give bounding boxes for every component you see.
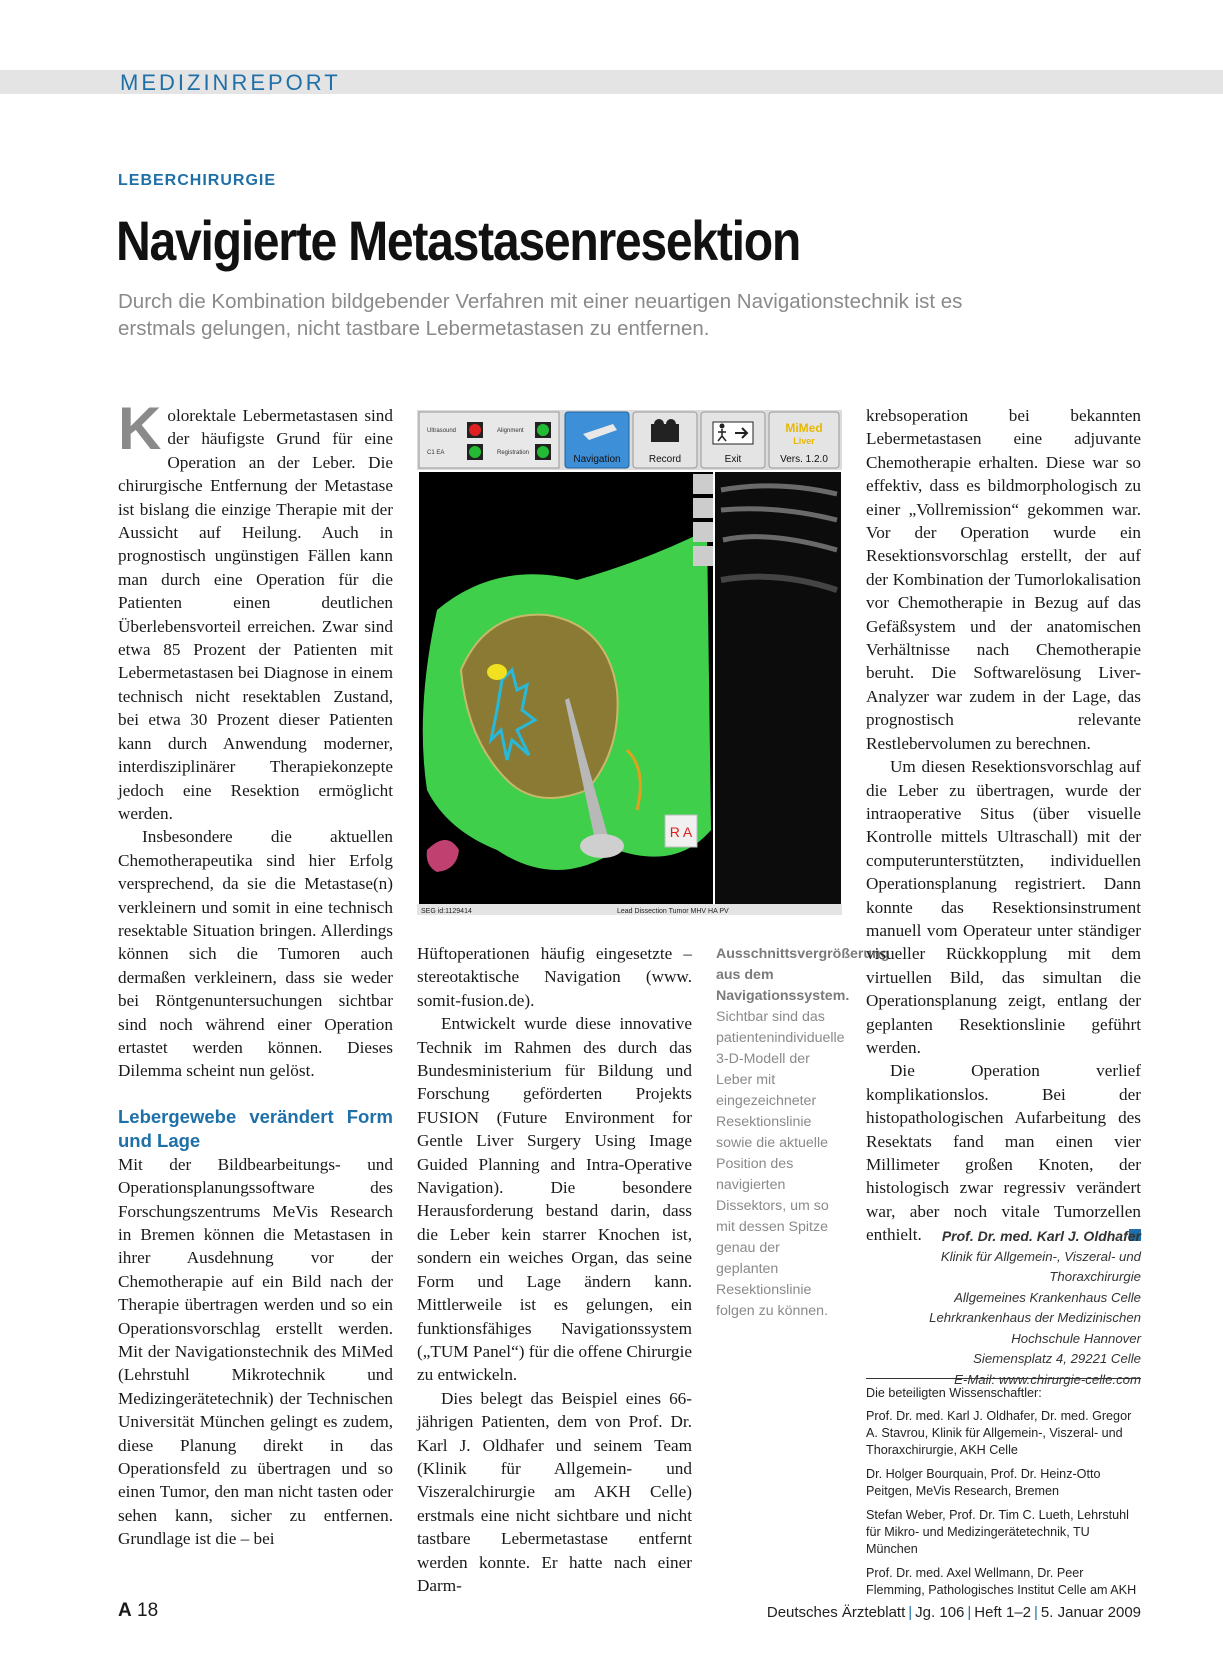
text-column-1 xyxy=(118,395,393,1551)
version-label: Vers. 1.2.0 xyxy=(780,454,828,465)
journal-issue: Heft 1–2 xyxy=(974,1604,1032,1621)
navigation-figure xyxy=(417,410,842,915)
author-line: Lehrkrankenhaus der Medizinischen xyxy=(929,1310,1141,1325)
subheading: Lebergewebe verändert Form und Lage xyxy=(118,1105,393,1151)
figure-caption xyxy=(716,944,890,1322)
zoom-in-icon[interactable] xyxy=(693,498,713,518)
navigation-screenshot xyxy=(417,410,842,915)
scientists-box xyxy=(866,1378,1141,1606)
status-label-c1ea: C1 EA xyxy=(427,450,445,456)
author-block xyxy=(866,1226,1141,1390)
article-lead: Durch die Kombination bildgebender Verfahren mit einer neuartigen Navigationstechnik ist es erstmals gelungen, nicht tastbare Lebermetastasen zu entfernen. xyxy=(118,290,963,340)
status-text-right: Lead Dissection Tumor MHV HA PV xyxy=(617,908,729,915)
journal-name: Deutsches Ärzteblatt xyxy=(766,1604,906,1621)
author-line: Klinik für Allgemein-, Viszeral- und Thoraxchirurgie xyxy=(940,1248,1141,1284)
scientist-entry: Prof. Dr. med. Karl J. Oldhafer, Dr. med. Gregor A. Stavrou, Klinik für Allgemein-, Viszeral- und Thoraxchirurgie, AKH Celle xyxy=(866,1409,1132,1457)
status-light-green xyxy=(537,424,549,436)
status-label-alignment: Alignment xyxy=(497,428,524,434)
caption-title: Ausschnittsvergrößerung aus dem Navigationssystem. xyxy=(716,946,890,1004)
section-label: MEDIZINREPORT xyxy=(120,70,341,95)
paragraph xyxy=(866,1059,1141,1246)
status-label-registration: Registration xyxy=(497,450,530,456)
tumor-marker xyxy=(487,664,507,680)
pointer-tool-icon[interactable] xyxy=(693,474,713,494)
record-button[interactable] xyxy=(633,412,697,468)
scientists-title: Die beteiligten Wissenschaftler: xyxy=(866,1386,1042,1400)
article-title: Navigierte Metastasenresektion xyxy=(116,209,801,272)
journal-info: Deutsches Ärzteblatt | Jg. 106 | Heft 1–2 | 5. Januar 2009 xyxy=(766,1604,1141,1621)
paragraph-text: Die Operation verlief komplikationslos. Bei der histopathologischen Aufarbeitung des Resektats fand man einen vier Millimeter großen Knoten, der histologisch zwar regressiv verändert war, aber noch vitale Tumorzellen enthielt. xyxy=(866,1061,1141,1245)
svg-text:R A: R A xyxy=(669,824,693,840)
navigation-button[interactable] xyxy=(565,412,629,468)
paragraph xyxy=(118,395,393,825)
scientist-entry: Prof. Dr. med. Axel Wellmann, Dr. Peer Flemming, Pathologisches Institut Celle am AKH xyxy=(866,1566,1137,1597)
caption-text: Sichtbar sind das patientenindividuelle 3-D-Modell der Leber mit eingezeichneter Resektionslinie sowie die aktuelle Position des navigierten Dissektors, um so mit dessen Spitze genau der geplanten Resektionslinie folgen zu können. xyxy=(716,1009,845,1319)
exit-button[interactable] xyxy=(701,412,765,468)
status-text-left: SEG id:1129414 xyxy=(421,908,472,915)
paragraph: Hüftoperationen häufig eingesetzte – stereotaktische Navigation (www. somit-fusion.de). xyxy=(417,944,692,1010)
paragraph: Dies belegt das Beispiel eines 66-jährigen Patienten, dem von Prof. Dr. Karl J. Oldhafer und seinem Team (Klinik für Allgemein- und Viszeralchirurgie am AKH Celle) erstmals eine nicht sichtbare und nicht tastbare Lebermetastase entfernt werden konnte. Er hatte nach einer Darm- xyxy=(417,1388,692,1595)
fit-view-icon[interactable] xyxy=(693,546,713,566)
exit-button-label: Exit xyxy=(724,454,742,465)
paragraph: krebsoperation bei bekannten Lebermetastasen eine adjuvante Chemotherapie erhalten. Diese war so effektiv, dass es bildmorphologisch zu einer „Vollremission“ gekommen war. Vor der Operation wurde ein Resektionsvorschlag erstellt, der auf der Kombination der Tumorlokalisation vor Chemotherapie in Bezug auf das Gefäßsystem und der anatomischen Verhältnisse nach Chemotherapie beruht. Die Softwarelösung Liver-Analyzer war zudem in der Lage, das prognostisch relevante Restlebervolumen zu berechnen. xyxy=(866,406,1141,753)
journal-date: 5. Januar 2009 xyxy=(1040,1604,1141,1621)
paragraph: Mit der Bildbearbeitungs- und Operationsplanungssoftware des Forschungszentrums MeVis Research in Bremen können die Metastasen in ihrer Ausdehnung vor der Chemotherapie auf ein Bild nach der Therapie übertragen werden und so ein Operationsvorschlag erstellt werden. Mit der Navigationstechnik des MiMed (Lehrstuhl Mikrotechnik und Medizingerätetechnik) der Technischen Universität München gelingt es zudem, diese Planung direkt in das Operationsfeld zu übertragen und so einen Tumor, den man nicht tasten oder sehen kann, sicher zu entfernen. Grundlage ist die – bei xyxy=(118,1154,393,1549)
author-name: Prof. Dr. med. Karl J. Oldhafer xyxy=(941,1228,1141,1244)
orientation-cube xyxy=(665,815,697,847)
journal-volume: Jg. 106 xyxy=(915,1604,965,1621)
status-light-green xyxy=(469,446,481,458)
status-light-red xyxy=(469,424,481,436)
scientist-entry: Dr. Holger Bourquain, Prof. Dr. Heinz-Otto Peitgen, MeVis Research, Bremen xyxy=(866,1467,1101,1498)
scientist-entry: Stefan Weber, Prof. Dr. Tim C. Lueth, Lehrstuhl für Mikro- und Medizingerätetechnik, TU München xyxy=(866,1508,1129,1556)
author-line: Allgemeines Krankenhaus Celle xyxy=(954,1289,1141,1305)
status-label-ultrasound: Ultrasound xyxy=(427,428,457,434)
text-column-3 xyxy=(866,404,1141,1247)
dropcap: K xyxy=(118,395,162,462)
kicker: LEBERCHIRURGIE xyxy=(118,172,277,189)
page-number xyxy=(118,1600,158,1622)
record-button-label: Record xyxy=(648,454,682,465)
page-number-value: 18 xyxy=(137,1600,159,1621)
mimed-logo xyxy=(769,412,839,468)
paragraph: Insbesondere die aktuellen Chemotherapeutika sind hier Erfolg versprechend, da sie die Metastase(n) verkleinern und somit in eine technisch resektable Situation bringen. Allerdings können sich die Tumoren auch dermaßen verkleinern, dass sie weder bei Röntgenuntersuchungen sichtbar sind noch während einer Operation ertastet werden können. Dieses Dilemma scheint nun gelöst. xyxy=(118,827,393,1081)
paragraph: Um diesen Resektionsvorschlag auf die Leber zu übertragen, wurde der intraoperative Situs (über visuelle Kontrolle mittels Ultraschall) mit der computerunterstützten, individuellen Operationsplanung registriert. Dann konnte das Resektionsinstrument manuell vom Operateur unter ständiger visueller Rückkopplung mit dem virtuellen Bild, das simultan die Operationsplanung zeigt, entlang der geplanten Resektionslinie geführt werden. xyxy=(866,757,1141,1057)
status-light-green xyxy=(537,446,549,458)
text-column-2 xyxy=(417,942,692,1597)
page-prefix: A xyxy=(118,1600,132,1621)
author-line: Siemensplatz 4, 29221 Celle xyxy=(973,1351,1141,1366)
paragraph: Entwickelt wurde diese innovative Technik im Rahmen des durch das Bundesministerium für Bildung und Forschung geförderten Projekts FUSION (Future Environment for Gentle Liver Surgery Using Image Guided Planning and Intra-Operative Navigation). Die besondere Herausforderung bestand darin, dass die Leber kein starrer Knochen ist, sondern ein weiches Organ, das seine Form und Lage ändern kann. Mittlerweile ist es gelungen, ein funktionsfähiges Navigationssystem („TUM Panel“) für die offene Chirurgie zu entwickeln. xyxy=(417,1014,692,1385)
section-bar xyxy=(0,70,1223,94)
zoom-out-icon[interactable] xyxy=(693,522,713,542)
paragraph-text: olorektale Lebermetastasen sind der häufigste Grund für eine Operation an der Leber. Die chirurgische Entfernung der Metastase ist bislang die einzige Therapie mit der Aussicht auf Heilung. Auch in prognostisch ungünstigen Fällen kann man durch eine Operation für die Patienten einen deutlichen Überlebensvorteil erreichen. Zwar sind etwa 85 Prozent der Patienten mit Lebermetastasen bei Diagnose in einem technisch nicht resektablen Zustand, bei etwa 30 Prozent dieser Patienten kann durch Anwendung moderner, interdisziplinärer Therapiekonzepte jedoch eine Resektion ermöglicht werden. xyxy=(118,406,393,823)
author-email: E-Mail: www.chirurgie-celle.com xyxy=(954,1371,1141,1387)
navigation-button-label: Navigation xyxy=(573,454,621,465)
author-line: Hochschule Hannover xyxy=(1011,1330,1141,1346)
logo-subtext: Liver xyxy=(793,436,815,446)
logo-text: MiMed xyxy=(785,421,823,435)
